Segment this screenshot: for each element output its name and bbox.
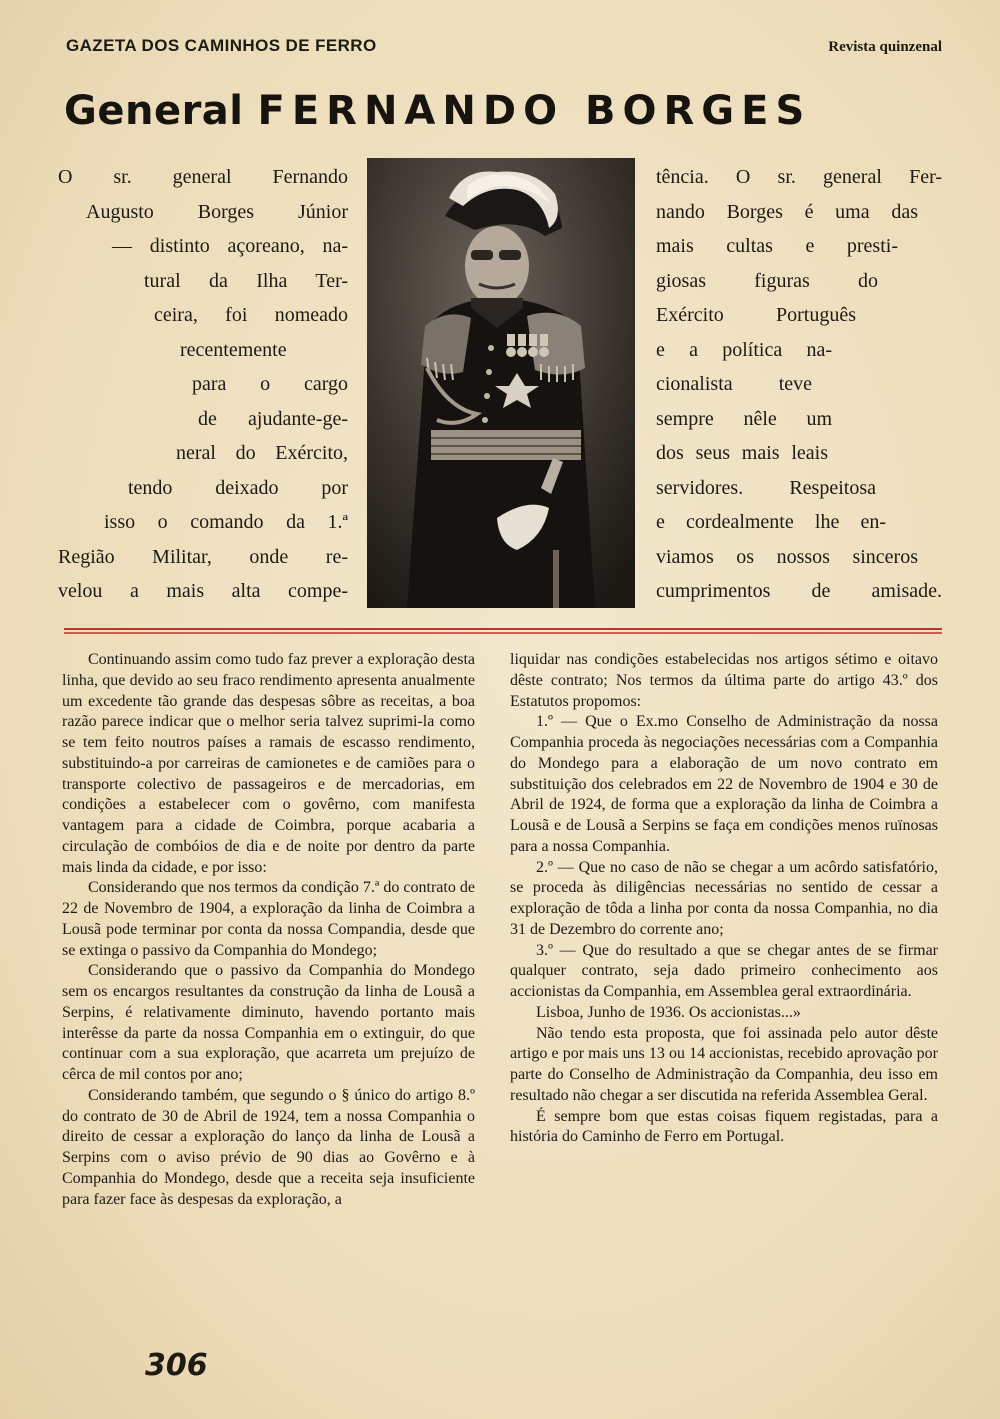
portrait-photo-icon <box>367 158 635 608</box>
article-paragraph: Não tendo esta proposta, que foi assinada pelo autor dêste artigo e por mais uns 13 ou 14 accionistas, recebido aprovação por parte do Conselho de Administração da Companhia, deu isso em resultado não chegar a ser discutida na referida Assemblea Geral. <box>510 1024 938 1104</box>
intro-line: Augusto Borges Júnior <box>86 200 348 223</box>
intro-line: recentemente <box>180 338 287 361</box>
intro-line: velou a mais alta compe- <box>58 580 348 602</box>
intro-line: dos seus mais leais <box>656 442 828 464</box>
article-left-column <box>62 650 475 1210</box>
divider-rule <box>64 632 942 634</box>
intro-line: isso o comando da 1.ª <box>104 511 348 533</box>
intro-line: giosas figuras do <box>656 269 878 292</box>
intro-line: viamos os nossos sinceros <box>656 545 918 568</box>
article-paragraph: Continuando assim como tudo faz prever a exploração desta linha, que devido ao seu fraco rendimento apresenta anualmente um excedente tão grande das despesas sôbre as receitas, a boa razão parece indicar que o melhor seria talvez suprimi-la como se tem feito noutros países a ramais de escasso rendimento, substituindo-a por carreiras de camionetes e de camiões para o transporte colectivo de passageiros e de mercadorias, em condições a estabelecer com o govêrno, com manifesta vantagem para a cidade de Coimbra, porque acabaria a circulação de combóios de dia e de noite por dentro da parte mais linda da cidade, e por isso: <box>62 651 475 876</box>
intro-line: mais cultas e presti- <box>656 235 898 257</box>
article-paragraph: Considerando que nos termos da condição 7.ª do contrato de 22 de Novembro de 1904, a exploração da linha de Coimbra a Lousã pode terminar por conta da nossa Compandia, desde que se extinga o passivo da Companhia do Mondego; <box>62 879 475 959</box>
page-number: 306 <box>145 1348 208 1383</box>
intro-line: ceira, foi nomeado <box>154 304 348 326</box>
proposal-item: 2.º — Que no caso de não se chegar a um acôrdo satisfatório, se proceda às diligências necessárias no sentido de cessar a exploração de tôda a linha por conta da nossa Companhia, no dia 31 de Dezembro do corrente ano; <box>510 858 938 938</box>
intro-line: sempre nêle um <box>656 407 832 430</box>
headline-name: FERNANDO BORGES <box>257 88 812 134</box>
journal-title: GAZETA DOS CAMINHOS DE FERRO <box>66 36 377 55</box>
intro-line: de ajudante-ge- <box>198 407 348 430</box>
article-paragraph: Considerando também, que segundo o § único do artigo 8.º do contrato de 30 de Abril de 1924, tem a nossa Companhia o direito de cessar a exploração do lanço da linha de Lousã a Serpins com o aviso prévio de 90 dias ao Govêrno e à Companhia do Mondego, desde que a receita seja insuficiente para fazer face às despesas da exploração, a <box>62 1086 475 1208</box>
intro-line: tendo deixado por <box>128 476 348 499</box>
divider-rule <box>64 628 942 630</box>
intro-right-column <box>656 160 942 609</box>
signature-line: Lisboa, Junho de 1936. Os accionistas...» <box>536 1003 801 1021</box>
intro-line: Região Militar, onde re- <box>58 545 348 568</box>
intro-line: tural da Ilha Ter- <box>144 269 348 292</box>
intro-line: neral do Exército, <box>176 442 348 464</box>
headline-rank: General <box>64 88 244 134</box>
intro-line: O sr. general Fernando <box>58 166 348 188</box>
intro-line: tência. O sr. general Fer- <box>656 166 942 188</box>
intro-line: nando Borges é uma das <box>656 200 918 223</box>
article-paragraph: Considerando que o passivo da Companhia do Mondego sem os encargos resultantes da construção da linha de Lousã a Serpins, é relativamente diminuto, havendo portanto mais interêsse da parte da nossa Companhia em o extinguir, do que continuar com a sua exploração, que acarreta um prejuízo de cêrca de mil contos por ano; <box>62 962 475 1083</box>
intro-line: — distinto açoreano, na- <box>112 235 348 257</box>
article-paragraph: liquidar nas condições estabelecidas nos artigos sétimo e oitavo dêste contrato; Nos termos da última parte do artigo 43.º dos Estatutos propomos: <box>510 651 938 710</box>
article-headline <box>64 88 944 148</box>
intro-line: cumprimentos de amisade. <box>656 580 942 602</box>
intro-line: para o cargo <box>192 373 348 395</box>
portrait-photo <box>367 158 635 608</box>
periodicity-label: Revista quinzenal <box>828 39 942 55</box>
intro-line: e a política na- <box>656 338 832 361</box>
intro-line: cionalista teve <box>656 373 812 395</box>
intro-line: Exército Português <box>656 304 856 326</box>
proposal-item: 3.º — Que do resultado a que se chegar antes de se firmar qualquer contrato, seja dado primeiro conhecimento aos accionistas da Companhia, em Assemblea geral extraordinária. <box>510 941 938 1000</box>
proposal-item: 1.º — Que o Ex.mo Conselho de Administração da nossa Companhia proceda às negociações necessárias com a Companhia do Mondego para a elaboração de um novo contrato em substituição dos celebrados em 22 de Novembro de 1904 e 30 de Abril de 1924, de forma que a exploração da linha de Coimbra a Lousã e de Lousã a Serpins se faça em condições menos ruïnosas para a nossa Companhia. <box>510 713 938 855</box>
running-head <box>66 36 942 56</box>
intro-line: servidores. Respeitosa <box>656 476 876 499</box>
section-divider <box>64 628 942 638</box>
intro-left-column <box>58 160 348 609</box>
article-paragraph: É sempre bom que estas coisas fiquem registadas, para a história do Caminho de Ferro em Portugal. <box>510 1107 938 1146</box>
intro-line: e cordealmente lhe en- <box>656 511 886 533</box>
article-right-column <box>510 650 938 1148</box>
